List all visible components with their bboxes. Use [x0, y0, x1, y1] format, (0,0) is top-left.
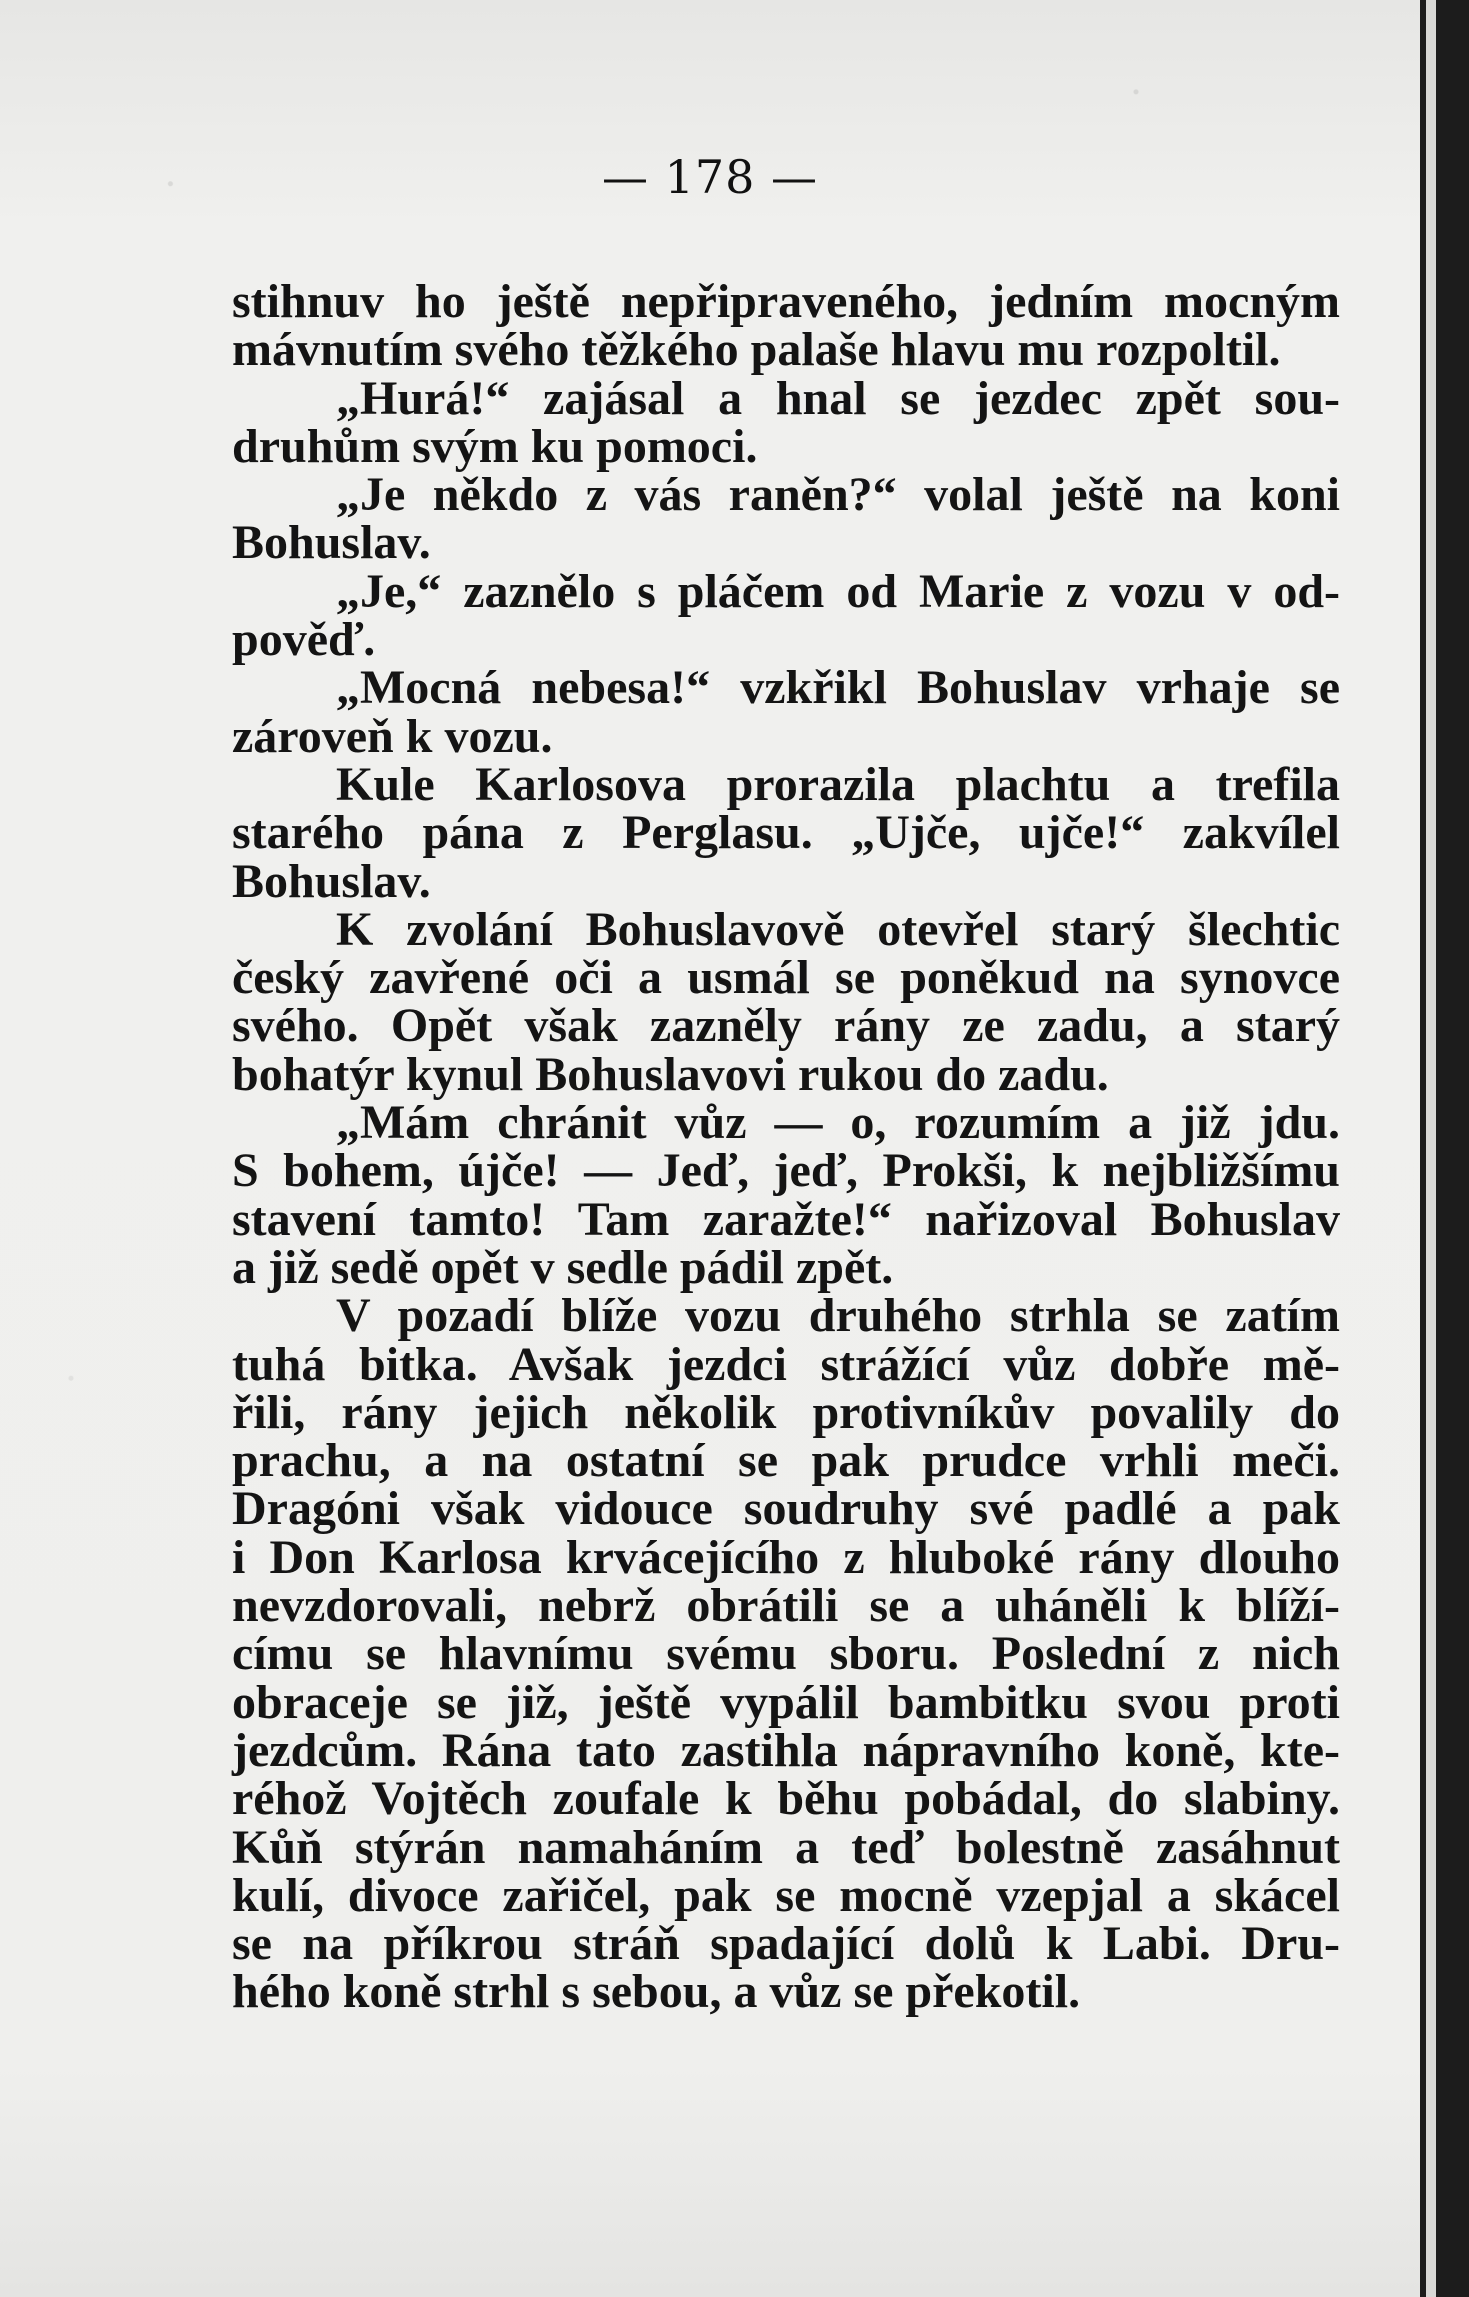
text-line: „Je někdo z vás raněn?“ volal ještě na koni [336, 468, 1340, 522]
text-line: prachu, a na ostatní se pak prudce vrhli meči. [232, 1434, 1340, 1488]
text-line: bohatýr kynul Bohuslavovi rukou do zadu. [232, 1047, 1109, 1101]
text-line: „Mám chránit vůz — o, rozumím a již jdu. [336, 1096, 1340, 1150]
text-line: obraceje se již, ještě vypálil bambitku svou proti [232, 1675, 1340, 1729]
text-line: starého pána z Perglasu. „Ujče, ujče!“ zakvílel [232, 806, 1340, 860]
scan-page-edge-stripe [1426, 0, 1436, 2297]
text-line: Bohuslav. [232, 516, 431, 570]
text-line: zároveň k vozu. [232, 709, 553, 763]
text-line: český zavřené oči a usmál se poněkud na synovce [232, 951, 1340, 1005]
text-line: Bohuslav. [232, 854, 431, 908]
text-line: címu se hlavnímu svému sboru. Poslední z nich [232, 1627, 1340, 1681]
text-line: „Hurá!“ zajásal a hnal se jezdec zpět sou- [336, 371, 1340, 425]
text-line: tuhá bitka. Avšak jezdci strážící vůz dobře mě- [232, 1337, 1340, 1391]
text-line: Kůň stýrán namaháním a teď bolestně zasáhnut [232, 1820, 1340, 1874]
text-line: „Mocná nebesa!“ vzkřikl Bohuslav vrhaje se [336, 661, 1340, 715]
text-line: kulí, divoce zařičel, pak se mocně vzepjal a skácel [232, 1868, 1340, 1922]
text-line: Dragóni však vidouce soudruhy své padlé a pak [232, 1482, 1340, 1536]
text-line: Kule Karlosova prorazila plachtu a trefila [336, 757, 1340, 811]
body-text [232, 275, 1340, 2019]
text-line: jezdcům. Rána tato zastihla nápravního koně, kte- [232, 1723, 1340, 1777]
text-line: druhům svým ku pomoci. [232, 419, 758, 473]
text-line: hého koně strhl s sebou, a vůz se překotil. [232, 1965, 1081, 2019]
text-line: V pozadí blíže vozu druhého strhla se zatím [336, 1289, 1340, 1343]
text-line: réhož Vojtěch zoufale k běhu pobádal, do slabiny. [232, 1772, 1340, 1826]
page-number: — 178 — [601, 150, 819, 204]
text-line: stihnuv ho ještě nepřipraveného, jedním mocným [232, 275, 1340, 328]
text-line: řili, rány jejich několik protivníkův povalily do [232, 1385, 1340, 1439]
text-line: pověď. [232, 613, 376, 667]
text-line: mávnutím svého těžkého palaše hlavu mu rozpoltil. [232, 323, 1281, 377]
text-line: i Don Karlosa krvácejícího z hluboké rány dlouho [232, 1530, 1340, 1584]
text-line: nevzdorovali, nebrž obrátili se a uháněli k blíží- [232, 1579, 1340, 1633]
text-line: „Je,“ zaznělo s pláčem od Marie z vozu v od- [336, 564, 1340, 618]
text-line: a již sedě opět v sedle pádil zpět. [232, 1240, 894, 1294]
text-line: K zvolání Bohuslavově otevřel starý šlechtic [336, 902, 1340, 956]
text-line: svého. Opět však zazněly rány ze zadu, a starý [232, 999, 1340, 1053]
text-line: S bohem, újče! — Jeď, jeď, Prokši, k nejbližšímu [232, 1144, 1340, 1198]
text-line: stavení tamto! Tam zaražte!“ nařizoval Bohuslav [232, 1192, 1340, 1246]
text-line: se na příkrou stráň spadající dolů k Labi. Dru- [232, 1917, 1340, 1971]
